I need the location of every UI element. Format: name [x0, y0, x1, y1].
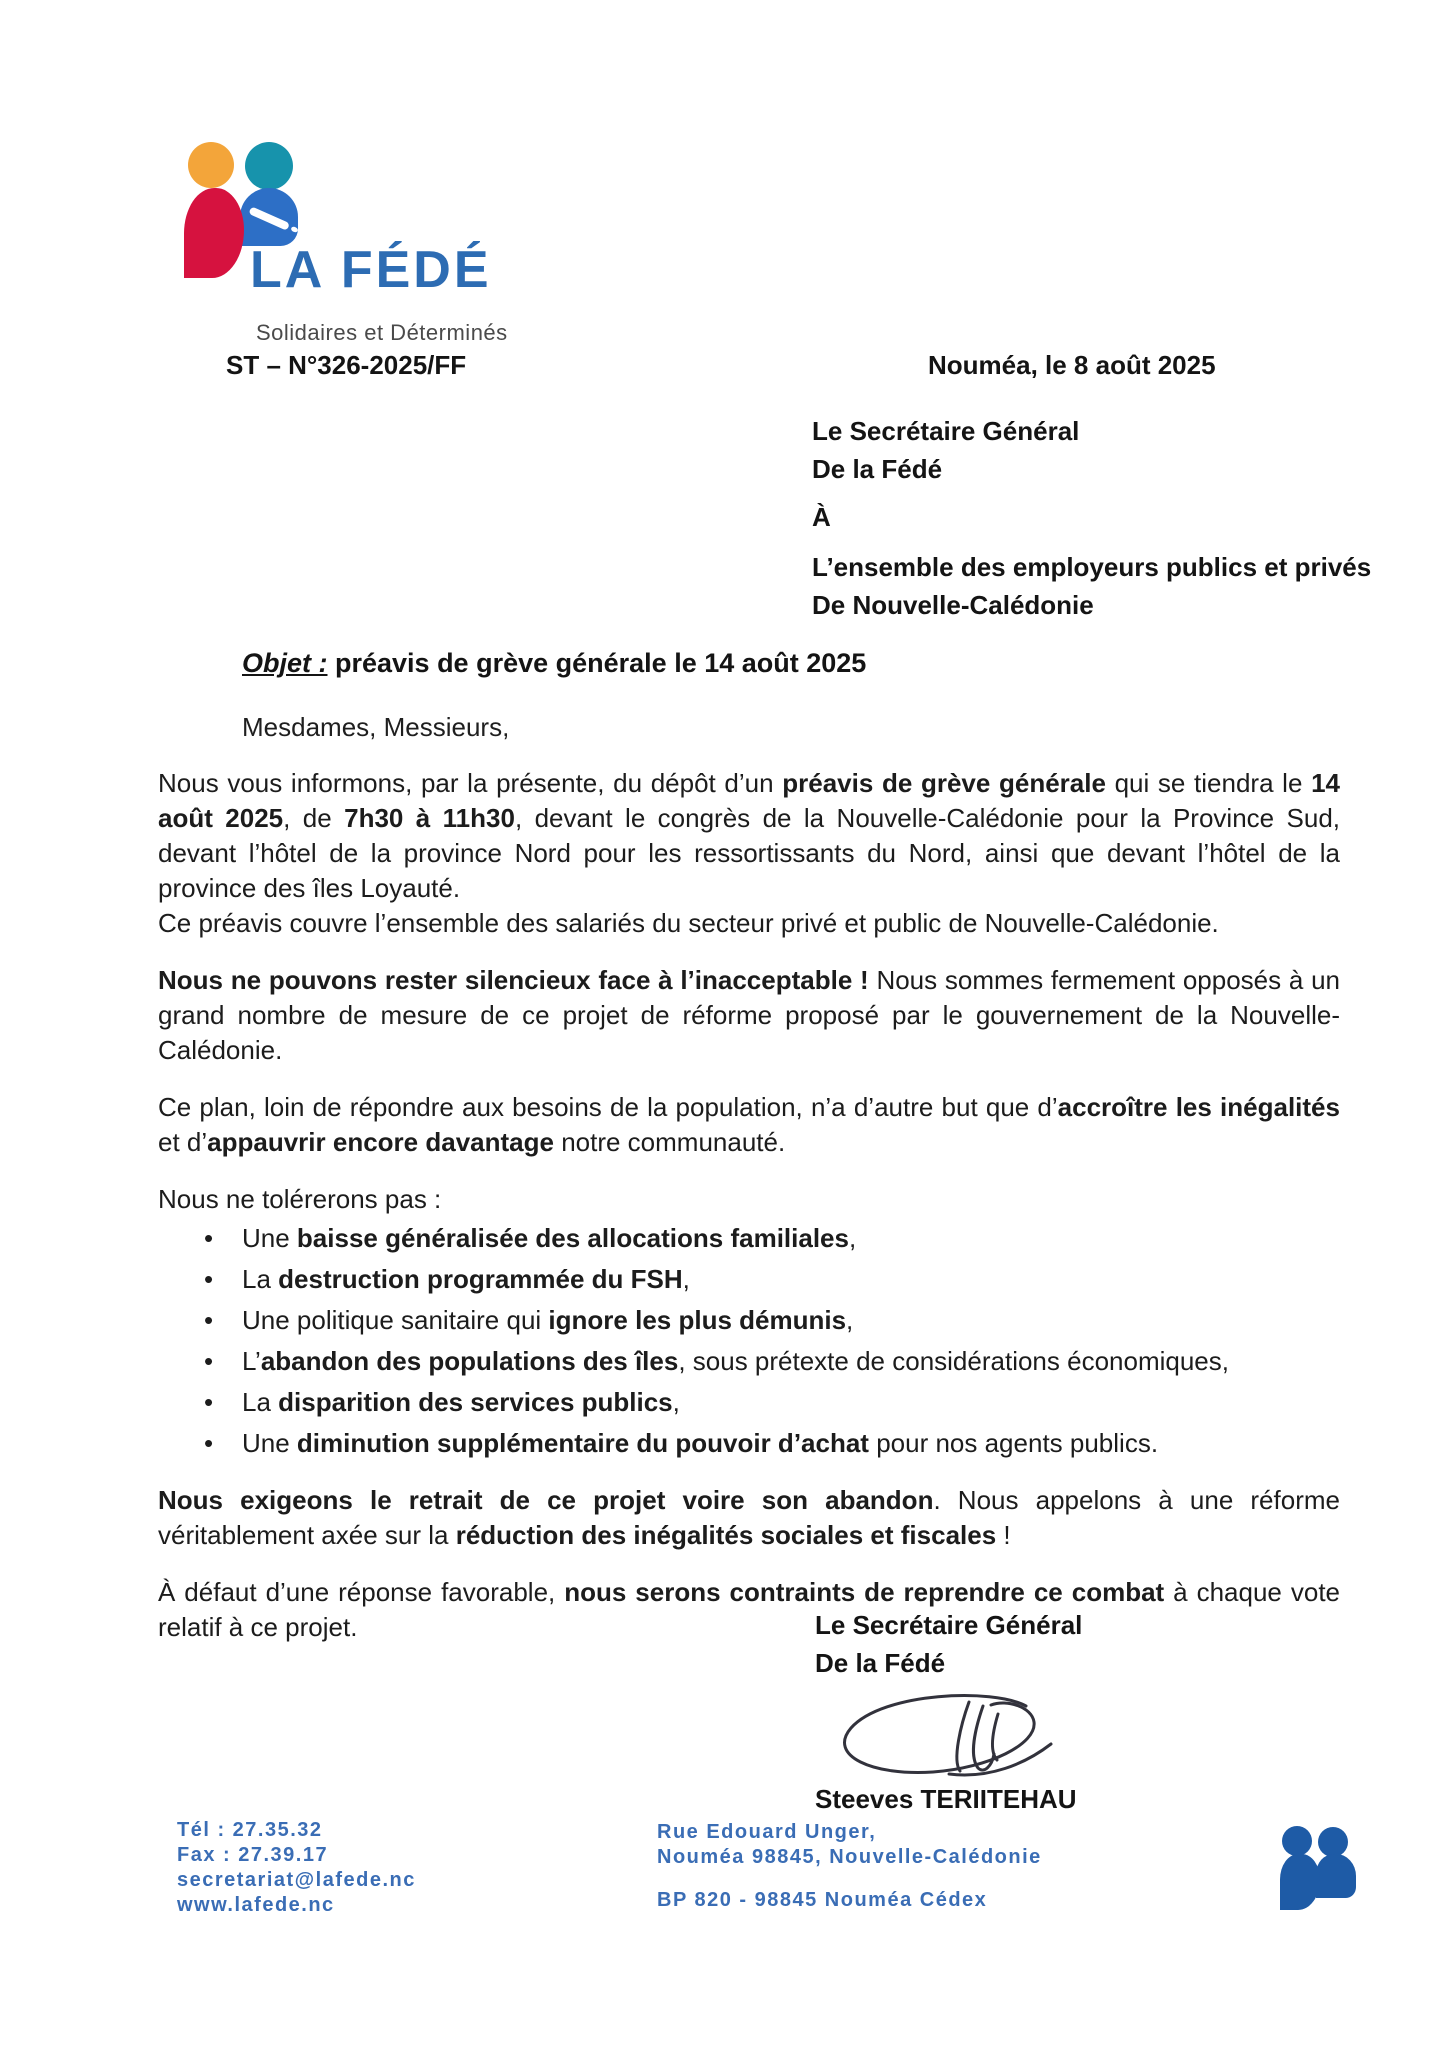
text-run: et d’: [158, 1127, 208, 1157]
paragraph-plan-critique: [158, 1090, 1340, 1160]
footer-contact-block: [177, 1818, 416, 1918]
text-run: préavis de grève générale: [782, 768, 1106, 798]
footer-email: secretariat@lafede.nc: [177, 1869, 416, 1891]
footer-address-line-2: Nouméa 98845, Nouvelle-Calédonie: [657, 1846, 1042, 1868]
text-run: notre communauté.: [553, 1127, 786, 1157]
sender-org: De la Fédé: [812, 454, 943, 484]
text-run: , de: [283, 803, 345, 833]
handwritten-signature-icon: [821, 1686, 1056, 1778]
text-run: ,: [846, 1305, 854, 1335]
bullet-item: [158, 1344, 1340, 1379]
recipient-block: [812, 412, 1371, 624]
bullet-item: [158, 1303, 1340, 1338]
signature-block: [815, 1606, 1155, 1818]
date-line: Nouméa, le 8 août 2025: [928, 350, 1216, 380]
footer-logo-body-icon: [1316, 1854, 1356, 1898]
footer-logo-icon: [1280, 1824, 1360, 1910]
text-run: Nous exigeons le retrait de ce projet voire son abandon: [158, 1485, 934, 1515]
salutation: Mesdames, Messieurs,: [242, 712, 510, 742]
text-run: 7h30 à 11h30: [344, 803, 515, 833]
paragraph-demand: [158, 1483, 1340, 1553]
footer-address-line-1: Rue Edouard Unger,: [657, 1821, 877, 1843]
text-run: Nous ne pouvons rester silencieux face à l’inacceptable !: [158, 965, 869, 995]
subject-line: [242, 648, 866, 679]
sender-title: Le Secrétaire Général: [812, 416, 1080, 446]
paragraph-coverage: [158, 906, 1340, 941]
brand-name: LA FÉDÉ: [250, 241, 492, 299]
text-run: à chaque vote relatif à ce projet.: [158, 1577, 1341, 1642]
logo-red-body-icon: [184, 188, 244, 278]
logo-orange-head-icon: [188, 142, 234, 188]
text-run: La: [242, 1387, 279, 1417]
text-run: diminution supplémentaire du pouvoir d’achat: [296, 1428, 869, 1458]
bullet-item: [158, 1426, 1340, 1461]
text-run: La: [242, 1264, 279, 1294]
recipient-line-1: L’ensemble des employeurs publics et privés: [812, 552, 1372, 582]
text-run: Nous vous informons, par la présente, du dépôt d’un: [158, 768, 783, 798]
text-run: abandon des populations des îles: [260, 1346, 679, 1376]
logo-teal-head-icon: [245, 142, 293, 190]
text-run: !: [996, 1520, 1011, 1550]
text-run: réduction des inégalités sociales et fiscales: [455, 1520, 997, 1550]
footer-phone: Tél : 27.35.32: [177, 1819, 323, 1841]
signatory-name: Steeves TERIITEHAU: [815, 1784, 1077, 1814]
text-run: Ce préavis couvre l’ensemble des salariés du secteur privé et public de Nouvelle-Calédonie.: [158, 908, 1219, 938]
text-run: préavis de grève générale le 14 août 2025: [327, 648, 867, 678]
text-run: ,: [848, 1223, 857, 1253]
text-run: nous serons contraints de reprendre ce combat: [564, 1577, 1165, 1607]
closing-sender-title: Le Secrétaire Général: [815, 1610, 1083, 1640]
bullet-item: [158, 1221, 1340, 1256]
footer-logo-body-icon: [1280, 1854, 1320, 1910]
paragraph-list-intro: [158, 1182, 1340, 1217]
footer-logo-head-icon: [1282, 1826, 1312, 1856]
text-run: , devant le congrès de la Nouvelle-Calédonie pour la Province Sud, devant l’hôtel de la province Nord pour les ressortissants du Nord, ainsi que devant l’hôtel de la province des îles Loyauté.: [158, 803, 1341, 903]
text-run: Nous ne tolérerons pas :: [158, 1184, 442, 1214]
recipient-marker: À: [812, 502, 831, 532]
letter-body: [158, 766, 1340, 1645]
paragraph-notice: [158, 766, 1340, 906]
text-run: pour nos agents publics.: [868, 1428, 1159, 1458]
text-run: , sous prétexte de considérations économiques,: [678, 1346, 1229, 1376]
footer-website: www.lafede.nc: [177, 1894, 335, 1916]
text-run: 14 août 2025: [158, 768, 1340, 833]
text-run: ,: [682, 1264, 690, 1294]
closing-sender-org: De la Fédé: [815, 1648, 946, 1678]
text-run: . Nous appelons à une réforme véritablement axée sur la: [158, 1485, 1340, 1550]
text-run: qui se tiendra le: [1105, 768, 1312, 798]
text-run: baisse généralisée des allocations familiales: [296, 1223, 849, 1253]
text-run: Nous sommes fermement opposés à un grand nombre de mesure de ce projet de réforme proposé par le gouvernement de la Nouvelle-Calédonie.: [158, 965, 1340, 1065]
paragraph-opposition: [158, 963, 1340, 1068]
text-run: ignore les plus démunis: [548, 1305, 847, 1335]
text-run: accroître les inégalités: [1057, 1092, 1340, 1122]
text-run: ,: [672, 1387, 680, 1417]
footer-fax: Fax : 27.39.17: [177, 1844, 329, 1866]
text-run: appauvrir encore davantage: [207, 1127, 554, 1157]
text-run: disparition des services publics: [278, 1387, 673, 1417]
text-run: Une politique sanitaire qui: [242, 1305, 549, 1335]
footer-po-box: BP 820 - 98845 Nouméa Cédex: [657, 1889, 988, 1911]
text-run: Objet :: [242, 648, 328, 678]
reference-number: ST – N°326-2025/FF: [226, 350, 467, 380]
bullet-list: [158, 1221, 1340, 1461]
text-run: À défaut d’une réponse favorable,: [158, 1577, 565, 1607]
text-run: L’: [242, 1346, 261, 1376]
footer-logo-head-icon: [1318, 1827, 1348, 1857]
brand-tagline: Solidaires et Déterminés: [256, 320, 508, 345]
text-run: destruction programmée du FSH: [278, 1264, 683, 1294]
text-run: Une: [242, 1428, 297, 1458]
recipient-line-2: De Nouvelle-Calédonie: [812, 590, 1094, 620]
text-run: Une: [242, 1223, 297, 1253]
paragraph-warning: [158, 1575, 1340, 1645]
text-run: Ce plan, loin de répondre aux besoins de la population, n’a d’autre but que d’: [158, 1092, 1058, 1122]
bullet-item: [158, 1385, 1340, 1420]
bullet-item: [158, 1262, 1340, 1297]
footer-address-block: [657, 1820, 1042, 1913]
